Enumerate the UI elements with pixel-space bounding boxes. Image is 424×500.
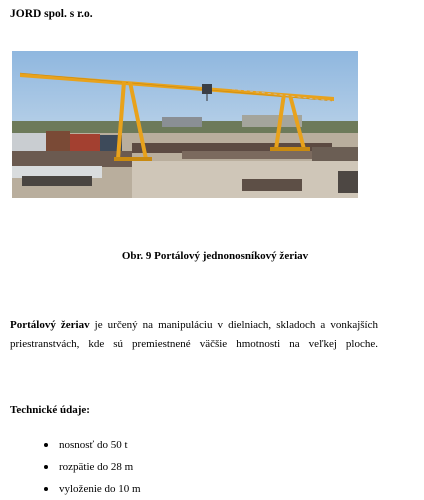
technical-data-heading: Technické údaje: [10, 404, 90, 416]
description-term: Portálový žeriav [10, 319, 90, 331]
figure-caption: Obr. 9 Portálový jednonosníkový žeriav [121, 250, 309, 262]
crane-photo [12, 51, 358, 198]
company-header: JORD spol. s r.o. [10, 8, 93, 20]
technical-data-list [44, 434, 141, 500]
list-item: nosnosť do 50 t [44, 434, 141, 456]
list-item: rozpätie do 28 m [44, 456, 141, 478]
description-text: je určený na manipuláciu v dielniach, skladoch a vonkajších priestranstvách, kde sú premiestnené väčšie hmotnosti na veľkej ploche. [10, 319, 378, 350]
list-item: vyloženie do 10 m [44, 478, 141, 500]
description-paragraph [10, 316, 378, 354]
